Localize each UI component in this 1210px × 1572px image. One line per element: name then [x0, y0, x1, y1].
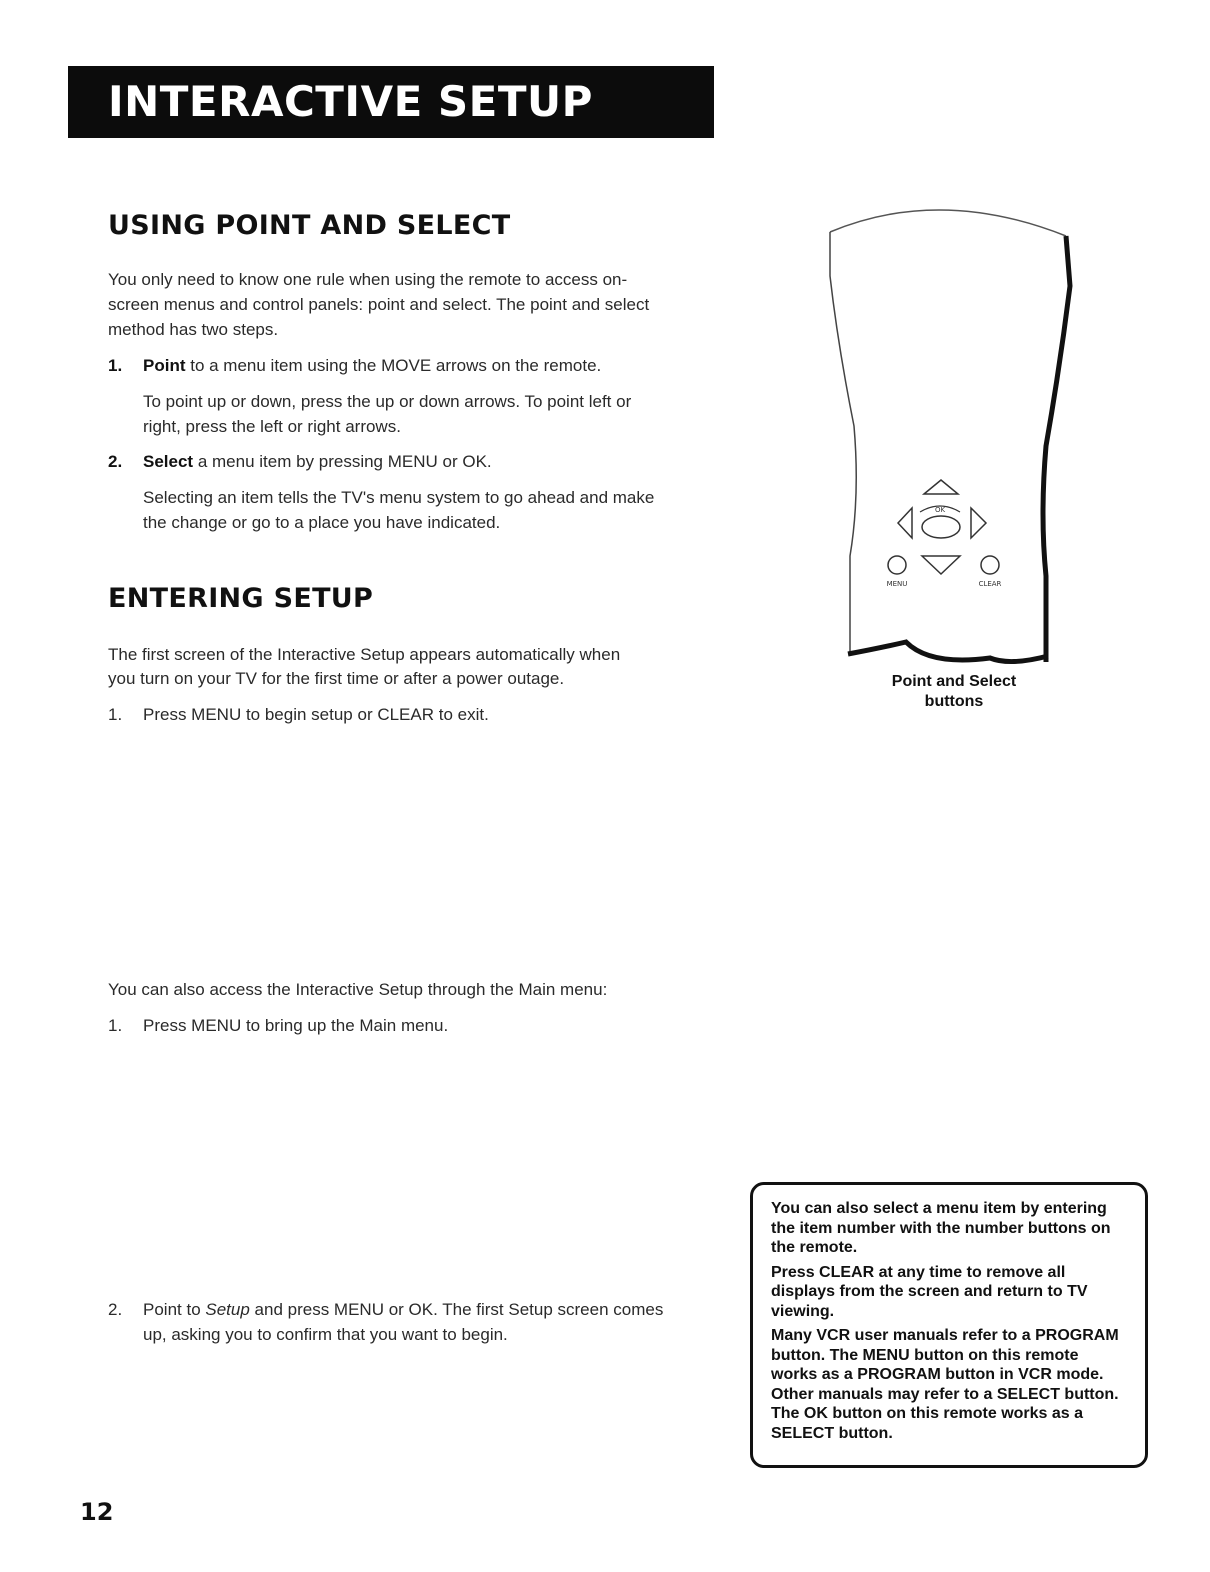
remote-illustration — [820, 196, 1080, 672]
step-number: 1. — [108, 705, 123, 724]
page-banner — [68, 66, 714, 138]
tip-text: Many VCR user manuals refer to a PROGRAM button. The MENU button on this remote works as a PROGRAM button in VCR mode. Other manuals may refer to a SELECT button. The OK button on this remote works as a SELECT button. — [771, 1327, 1119, 1442]
step-number: 1. — [108, 356, 123, 375]
intro-line: method has two steps. — [108, 320, 279, 339]
paragraph: You can also access the Interactive Setup through the Main menu: — [108, 980, 608, 999]
clear-label: CLEAR — [978, 580, 1002, 588]
step-number: 2. — [108, 1300, 123, 1319]
up-arrow-icon — [924, 480, 958, 494]
step-text: Press MENU to begin setup or CLEAR to exit. — [143, 705, 489, 724]
tip-box — [750, 1182, 1148, 1468]
banner-title: INTERACTIVE SETUP — [108, 77, 593, 126]
clear-button-icon — [981, 556, 999, 574]
intro-line: screen menus and control panels: point and select. The point and select — [108, 295, 650, 314]
step-text: a menu item by pressing MENU or OK. — [193, 452, 492, 471]
step-point — [143, 354, 601, 378]
step-text-part: Point to — [143, 1300, 206, 1319]
step-detail-line: To point up or down, press the up or down arrows. To point left or — [143, 392, 632, 411]
intro-line: You only need to know one rule when using the remote to access on- — [108, 270, 628, 289]
menu-label: MENU — [886, 580, 908, 588]
step-detail-line: right, press the left or right arrows. — [143, 417, 401, 436]
step-text-part: and press MENU or OK. The first Setup screen comes — [249, 1300, 664, 1319]
remote-top-edge — [830, 210, 1066, 236]
section-heading-entering-setup: ENTERING SETUP — [108, 583, 374, 614]
step-select — [143, 450, 492, 474]
left-arrow-icon — [898, 508, 912, 538]
caption-line: Point and Select — [891, 673, 1017, 690]
remote-torn-edge — [848, 642, 1048, 662]
step-text-italic: Setup — [205, 1300, 250, 1319]
right-arrow-icon — [971, 508, 986, 538]
down-arrow-icon — [922, 556, 960, 574]
caption-line: buttons — [924, 693, 984, 710]
figure-caption — [860, 672, 1048, 712]
step-keyword: Select — [143, 452, 194, 471]
step-keyword: Point — [143, 356, 186, 375]
intro-line: The first screen of the Interactive Setup appears automatically when — [108, 645, 621, 664]
step-number: 2. — [108, 452, 123, 471]
intro-line: you turn on your TV for the first time or after a power outage. — [108, 669, 565, 688]
tip-text: You can also select a menu item by entering the item number with the number buttons on the remote. — [771, 1200, 1111, 1256]
remote-right-edge — [1043, 236, 1070, 662]
step-detail-line: the change or go to a place you have indicated. — [143, 513, 501, 532]
section-heading-point-select: USING POINT AND SELECT — [108, 210, 511, 241]
step-text: to a menu item using the MOVE arrows on the remote. — [185, 356, 602, 375]
menu-button-icon — [888, 556, 906, 574]
remote-left-edge — [830, 232, 856, 652]
step-text: Press MENU to bring up the Main menu. — [143, 1016, 449, 1035]
step-detail-line: Selecting an item tells the TV's menu system to go ahead and make — [143, 488, 655, 507]
tip-text: Press CLEAR at any time to remove all displays from the screen and return to TV viewing. — [771, 1263, 1088, 1320]
step-text-line: up, asking you to confirm that you want to begin. — [143, 1325, 508, 1344]
step-text — [143, 1298, 663, 1322]
ok-button-icon — [922, 516, 960, 538]
step-number: 1. — [108, 1016, 123, 1035]
ok-label: OK — [934, 506, 946, 514]
page-number: 12 — [80, 1498, 114, 1526]
